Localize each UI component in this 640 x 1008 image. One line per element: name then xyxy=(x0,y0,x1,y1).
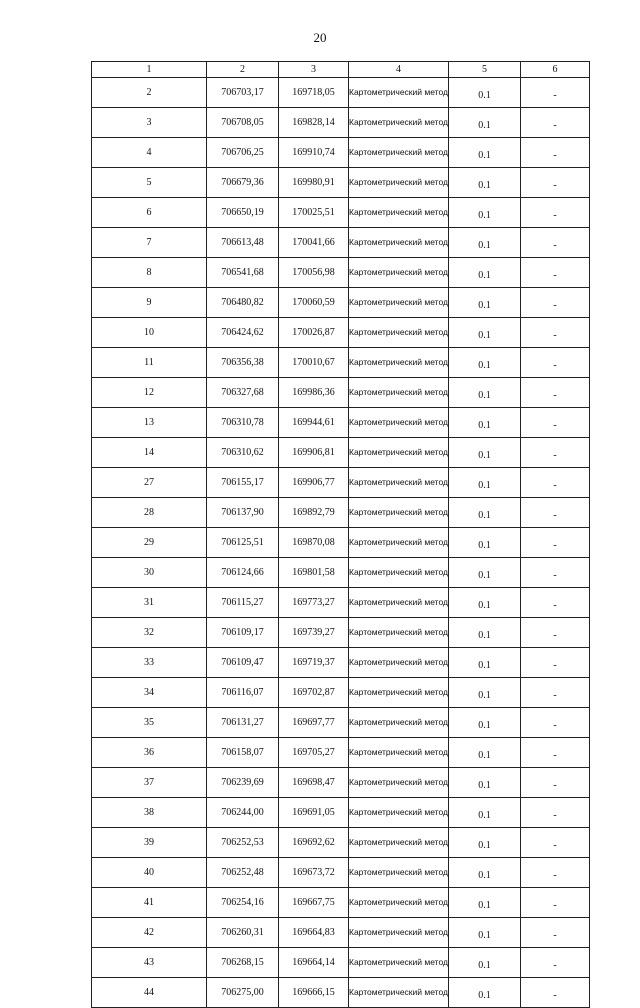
table-row xyxy=(92,288,590,318)
accuracy-cell: 0.1 xyxy=(449,888,521,918)
method-cell: Картометрический метод xyxy=(349,498,449,528)
note-cell: - xyxy=(521,678,590,708)
y-coordinate-cell: 169719,37 xyxy=(279,648,349,678)
x-coordinate-cell: 706125,51 xyxy=(207,528,279,558)
x-coordinate-cell: 706155,17 xyxy=(207,468,279,498)
note-cell: - xyxy=(521,588,590,618)
method-cell: Картометрический метод xyxy=(349,168,449,198)
method-cell: Картометрический метод xyxy=(349,648,449,678)
note-cell: - xyxy=(521,918,590,948)
x-coordinate-cell: 706310,78 xyxy=(207,408,279,438)
note-cell: - xyxy=(521,708,590,738)
accuracy-cell: 0.1 xyxy=(449,558,521,588)
x-coordinate-cell: 706613,48 xyxy=(207,228,279,258)
note-cell: - xyxy=(521,528,590,558)
accuracy-cell: 0.1 xyxy=(449,918,521,948)
y-coordinate-cell: 169944,61 xyxy=(279,408,349,438)
table-row xyxy=(92,498,590,528)
table-row xyxy=(92,378,590,408)
x-coordinate-cell: 706679,36 xyxy=(207,168,279,198)
table-row xyxy=(92,768,590,798)
x-coordinate-cell: 706480,82 xyxy=(207,288,279,318)
note-cell: - xyxy=(521,888,590,918)
point-number-cell: 7 xyxy=(92,228,207,258)
accuracy-cell: 0.1 xyxy=(449,798,521,828)
method-cell: Картометрический метод xyxy=(349,78,449,108)
point-number-cell: 40 xyxy=(92,858,207,888)
x-coordinate-cell: 706252,48 xyxy=(207,858,279,888)
accuracy-cell: 0.1 xyxy=(449,768,521,798)
y-coordinate-cell: 169739,27 xyxy=(279,618,349,648)
accuracy-cell: 0.1 xyxy=(449,828,521,858)
note-cell: - xyxy=(521,258,590,288)
accuracy-cell: 0.1 xyxy=(449,378,521,408)
point-number-cell: 43 xyxy=(92,948,207,978)
accuracy-cell: 0.1 xyxy=(449,408,521,438)
x-coordinate-cell: 706115,27 xyxy=(207,588,279,618)
y-coordinate-cell: 170041,66 xyxy=(279,228,349,258)
accuracy-cell: 0.1 xyxy=(449,978,521,1008)
note-cell: - xyxy=(521,498,590,528)
method-cell: Картометрический метод xyxy=(349,978,449,1008)
x-coordinate-cell: 706310,62 xyxy=(207,438,279,468)
accuracy-cell: 0.1 xyxy=(449,78,521,108)
y-coordinate-cell: 170010,67 xyxy=(279,348,349,378)
x-coordinate-cell: 706356,38 xyxy=(207,348,279,378)
note-cell: - xyxy=(521,828,590,858)
table-row xyxy=(92,828,590,858)
y-coordinate-cell: 169702,87 xyxy=(279,678,349,708)
y-coordinate-cell: 169697,77 xyxy=(279,708,349,738)
x-coordinate-cell: 706124,66 xyxy=(207,558,279,588)
method-cell: Картометрический метод xyxy=(349,948,449,978)
table-row xyxy=(92,588,590,618)
note-cell: - xyxy=(521,768,590,798)
method-cell: Картометрический метод xyxy=(349,888,449,918)
note-cell: - xyxy=(521,228,590,258)
accuracy-cell: 0.1 xyxy=(449,198,521,228)
accuracy-cell: 0.1 xyxy=(449,168,521,198)
point-number-cell: 5 xyxy=(92,168,207,198)
method-cell: Картометрический метод xyxy=(349,768,449,798)
table-row xyxy=(92,258,590,288)
x-coordinate-cell: 706708,05 xyxy=(207,108,279,138)
column-header: 1 xyxy=(92,62,207,78)
method-cell: Картометрический метод xyxy=(349,108,449,138)
column-header: 3 xyxy=(279,62,349,78)
method-cell: Картометрический метод xyxy=(349,798,449,828)
note-cell: - xyxy=(521,378,590,408)
table-row xyxy=(92,228,590,258)
y-coordinate-cell: 169667,75 xyxy=(279,888,349,918)
point-number-cell: 44 xyxy=(92,978,207,1008)
method-cell: Картометрический метод xyxy=(349,138,449,168)
x-coordinate-cell: 706239,69 xyxy=(207,768,279,798)
point-number-cell: 6 xyxy=(92,198,207,228)
x-coordinate-cell: 706158,07 xyxy=(207,738,279,768)
x-coordinate-cell: 706650,19 xyxy=(207,198,279,228)
x-coordinate-cell: 706424,62 xyxy=(207,318,279,348)
table-row xyxy=(92,468,590,498)
point-number-cell: 38 xyxy=(92,798,207,828)
table-body xyxy=(92,78,590,1008)
x-coordinate-cell: 706327,68 xyxy=(207,378,279,408)
y-coordinate-cell: 169801,58 xyxy=(279,558,349,588)
point-number-cell: 10 xyxy=(92,318,207,348)
note-cell: - xyxy=(521,348,590,378)
table-row xyxy=(92,618,590,648)
table-row xyxy=(92,948,590,978)
point-number-cell: 34 xyxy=(92,678,207,708)
note-cell: - xyxy=(521,468,590,498)
accuracy-cell: 0.1 xyxy=(449,648,521,678)
y-coordinate-cell: 170060,59 xyxy=(279,288,349,318)
accuracy-cell: 0.1 xyxy=(449,138,521,168)
method-cell: Картометрический метод xyxy=(349,228,449,258)
table-row xyxy=(92,168,590,198)
point-number-cell: 8 xyxy=(92,258,207,288)
note-cell: - xyxy=(521,198,590,228)
x-coordinate-cell: 706268,15 xyxy=(207,948,279,978)
x-coordinate-cell: 706260,31 xyxy=(207,918,279,948)
accuracy-cell: 0.1 xyxy=(449,318,521,348)
y-coordinate-cell: 169673,72 xyxy=(279,858,349,888)
x-coordinate-cell: 706116,07 xyxy=(207,678,279,708)
point-number-cell: 36 xyxy=(92,738,207,768)
x-coordinate-cell: 706703,17 xyxy=(207,78,279,108)
note-cell: - xyxy=(521,288,590,318)
method-cell: Картометрический метод xyxy=(349,288,449,318)
table-row xyxy=(92,978,590,1008)
point-number-cell: 12 xyxy=(92,378,207,408)
note-cell: - xyxy=(521,618,590,648)
x-coordinate-cell: 706706,25 xyxy=(207,138,279,168)
x-coordinate-cell: 706131,27 xyxy=(207,708,279,738)
accuracy-cell: 0.1 xyxy=(449,288,521,318)
table-row xyxy=(92,708,590,738)
y-coordinate-cell: 169906,77 xyxy=(279,468,349,498)
note-cell: - xyxy=(521,168,590,198)
note-cell: - xyxy=(521,78,590,108)
page-number: 20 xyxy=(313,30,327,45)
method-cell: Картометрический метод xyxy=(349,738,449,768)
column-header: 5 xyxy=(449,62,521,78)
x-coordinate-cell: 706541,68 xyxy=(207,258,279,288)
accuracy-cell: 0.1 xyxy=(449,708,521,738)
table-row xyxy=(92,798,590,828)
y-coordinate-cell: 169980,91 xyxy=(279,168,349,198)
y-coordinate-cell: 170025,51 xyxy=(279,198,349,228)
method-cell: Картометрический метод xyxy=(349,858,449,888)
note-cell: - xyxy=(521,558,590,588)
method-cell: Картометрический метод xyxy=(349,708,449,738)
method-cell: Картометрический метод xyxy=(349,258,449,288)
point-number-cell: 39 xyxy=(92,828,207,858)
point-number-cell: 13 xyxy=(92,408,207,438)
coordinates-table xyxy=(91,61,590,1008)
table-row xyxy=(92,318,590,348)
note-cell: - xyxy=(521,108,590,138)
table-row xyxy=(92,78,590,108)
y-coordinate-cell: 170056,98 xyxy=(279,258,349,288)
method-cell: Картометрический метод xyxy=(349,378,449,408)
point-number-cell: 30 xyxy=(92,558,207,588)
accuracy-cell: 0.1 xyxy=(449,468,521,498)
y-coordinate-cell: 169986,36 xyxy=(279,378,349,408)
point-number-cell: 14 xyxy=(92,438,207,468)
point-number-cell: 37 xyxy=(92,768,207,798)
y-coordinate-cell: 169828,14 xyxy=(279,108,349,138)
y-coordinate-cell: 169718,05 xyxy=(279,78,349,108)
y-coordinate-cell: 169691,05 xyxy=(279,798,349,828)
note-cell: - xyxy=(521,438,590,468)
y-coordinate-cell: 169906,81 xyxy=(279,438,349,468)
point-number-cell: 41 xyxy=(92,888,207,918)
table-row xyxy=(92,558,590,588)
accuracy-cell: 0.1 xyxy=(449,348,521,378)
method-cell: Картометрический метод xyxy=(349,528,449,558)
method-cell: Картометрический метод xyxy=(349,828,449,858)
point-number-cell: 33 xyxy=(92,648,207,678)
point-number-cell: 27 xyxy=(92,468,207,498)
x-coordinate-cell: 706244,00 xyxy=(207,798,279,828)
accuracy-cell: 0.1 xyxy=(449,588,521,618)
point-number-cell: 31 xyxy=(92,588,207,618)
table-row xyxy=(92,918,590,948)
note-cell: - xyxy=(521,318,590,348)
note-cell: - xyxy=(521,978,590,1008)
table-row xyxy=(92,678,590,708)
method-cell: Картометрический метод xyxy=(349,198,449,228)
y-coordinate-cell: 169870,08 xyxy=(279,528,349,558)
y-coordinate-cell: 169698,47 xyxy=(279,768,349,798)
note-cell: - xyxy=(521,798,590,828)
accuracy-cell: 0.1 xyxy=(449,258,521,288)
x-coordinate-cell: 706275,00 xyxy=(207,978,279,1008)
accuracy-cell: 0.1 xyxy=(449,738,521,768)
table-row xyxy=(92,198,590,228)
table-row xyxy=(92,348,590,378)
method-cell: Картометрический метод xyxy=(349,318,449,348)
table-row xyxy=(92,858,590,888)
x-coordinate-cell: 706252,53 xyxy=(207,828,279,858)
point-number-cell: 3 xyxy=(92,108,207,138)
accuracy-cell: 0.1 xyxy=(449,108,521,138)
column-header: 2 xyxy=(207,62,279,78)
table-header-row xyxy=(92,62,590,78)
note-cell: - xyxy=(521,408,590,438)
point-number-cell: 42 xyxy=(92,918,207,948)
accuracy-cell: 0.1 xyxy=(449,678,521,708)
y-coordinate-cell: 169705,27 xyxy=(279,738,349,768)
column-header: 6 xyxy=(521,62,590,78)
method-cell: Картометрический метод xyxy=(349,438,449,468)
method-cell: Картометрический метод xyxy=(349,588,449,618)
table-row xyxy=(92,648,590,678)
accuracy-cell: 0.1 xyxy=(449,498,521,528)
x-coordinate-cell: 706254,16 xyxy=(207,888,279,918)
method-cell: Картометрический метод xyxy=(349,618,449,648)
point-number-cell: 35 xyxy=(92,708,207,738)
y-coordinate-cell: 169664,83 xyxy=(279,918,349,948)
table-row xyxy=(92,528,590,558)
table-row xyxy=(92,438,590,468)
method-cell: Картометрический метод xyxy=(349,558,449,588)
accuracy-cell: 0.1 xyxy=(449,618,521,648)
point-number-cell: 2 xyxy=(92,78,207,108)
note-cell: - xyxy=(521,858,590,888)
method-cell: Картометрический метод xyxy=(349,468,449,498)
x-coordinate-cell: 706109,17 xyxy=(207,618,279,648)
table-row xyxy=(92,738,590,768)
accuracy-cell: 0.1 xyxy=(449,948,521,978)
note-cell: - xyxy=(521,648,590,678)
y-coordinate-cell: 170026,87 xyxy=(279,318,349,348)
method-cell: Картометрический метод xyxy=(349,408,449,438)
method-cell: Картометрический метод xyxy=(349,678,449,708)
table-row xyxy=(92,888,590,918)
accuracy-cell: 0.1 xyxy=(449,438,521,468)
note-cell: - xyxy=(521,738,590,768)
y-coordinate-cell: 169773,27 xyxy=(279,588,349,618)
y-coordinate-cell: 169692,62 xyxy=(279,828,349,858)
method-cell: Картометрический метод xyxy=(349,918,449,948)
note-cell: - xyxy=(521,948,590,978)
point-number-cell: 32 xyxy=(92,618,207,648)
point-number-cell: 9 xyxy=(92,288,207,318)
y-coordinate-cell: 169910,74 xyxy=(279,138,349,168)
accuracy-cell: 0.1 xyxy=(449,528,521,558)
x-coordinate-cell: 706109,47 xyxy=(207,648,279,678)
x-coordinate-cell: 706137,90 xyxy=(207,498,279,528)
y-coordinate-cell: 169666,15 xyxy=(279,978,349,1008)
y-coordinate-cell: 169664,14 xyxy=(279,948,349,978)
accuracy-cell: 0.1 xyxy=(449,858,521,888)
point-number-cell: 28 xyxy=(92,498,207,528)
y-coordinate-cell: 169892,79 xyxy=(279,498,349,528)
note-cell: - xyxy=(521,138,590,168)
method-cell: Картометрический метод xyxy=(349,348,449,378)
table-row xyxy=(92,108,590,138)
point-number-cell: 11 xyxy=(92,348,207,378)
table-row xyxy=(92,408,590,438)
accuracy-cell: 0.1 xyxy=(449,228,521,258)
point-number-cell: 29 xyxy=(92,528,207,558)
column-header: 4 xyxy=(349,62,449,78)
point-number-cell: 4 xyxy=(92,138,207,168)
table-row xyxy=(92,138,590,168)
